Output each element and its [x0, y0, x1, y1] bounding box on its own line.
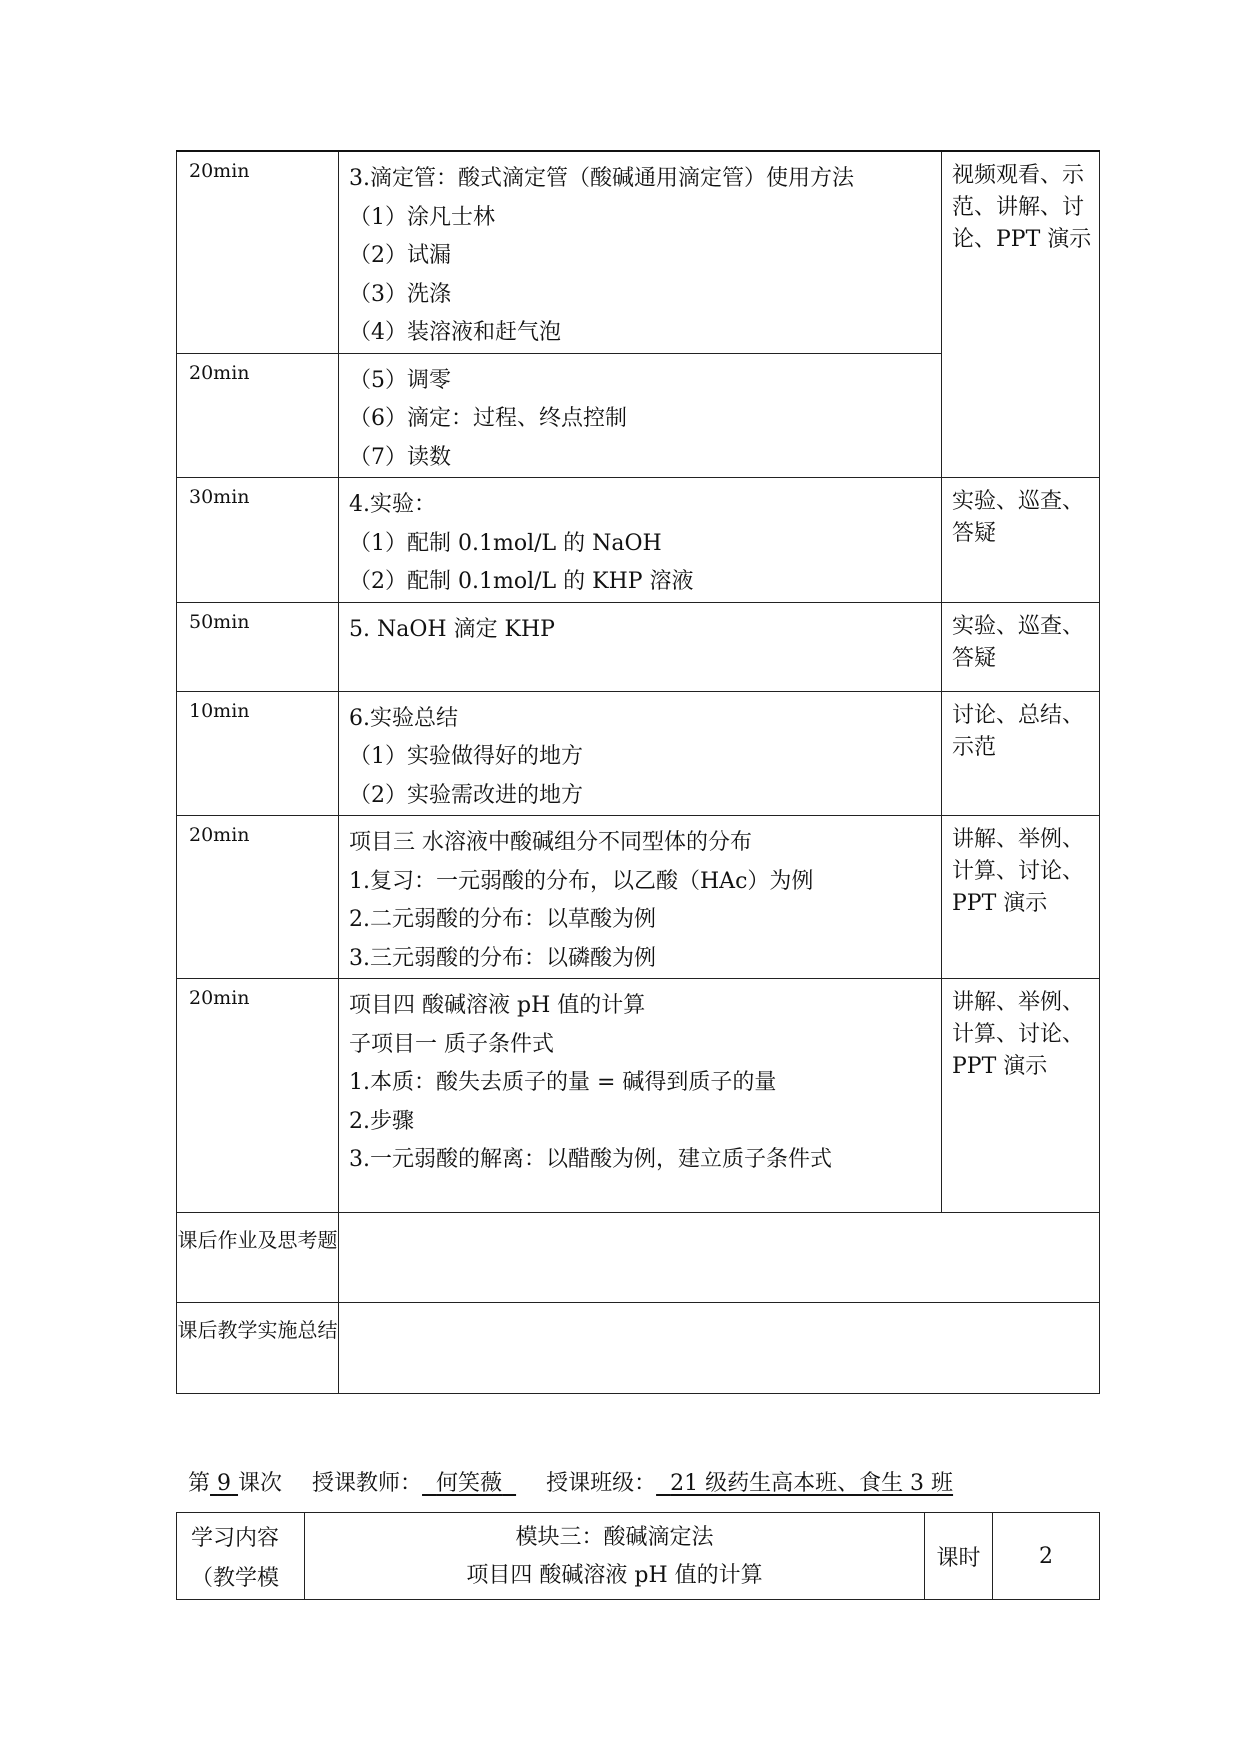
- content-line: 3.滴定管：酸式滴定管（酸碱通用滴定管）使用方法: [349, 166, 854, 191]
- content-line: 2.二元弱酸的分布：以草酸为例: [349, 907, 656, 932]
- method-cell: 视频观看、示范、讲解、讨论、PPT 演示: [942, 151, 1100, 478]
- content-line: 2.步骤: [349, 1108, 414, 1134]
- content-line: 4.实验：: [349, 492, 436, 517]
- method-cell: 实验、巡查、答疑: [942, 478, 1100, 603]
- content-line: （6）滴定：过程、终点控制: [349, 406, 627, 431]
- table-row: [177, 478, 1100, 603]
- lesson-prefix: 第: [188, 1471, 211, 1496]
- lesson-number: 9: [217, 1471, 232, 1496]
- time-cell: 20min: [177, 816, 339, 979]
- content-line: 3.一元弱酸的解离：以醋酸为例，建立质子条件式: [349, 1147, 832, 1172]
- content-cell: [339, 353, 942, 478]
- content-cell: [339, 979, 942, 1213]
- time-cell: 50min: [177, 602, 339, 691]
- time-cell: 30min: [177, 478, 339, 603]
- teacher-label: 授课教师：: [312, 1471, 423, 1496]
- time-cell: 20min: [177, 151, 339, 353]
- summary-value: [339, 1303, 1100, 1394]
- homework-label: 课后作业及思考题: [177, 1213, 339, 1303]
- summary-label: 课后教学实施总结: [177, 1303, 339, 1394]
- table-row: [177, 1513, 1100, 1600]
- content-line: 项目三 水溶液中酸碱组分不同型体的分布: [349, 830, 752, 855]
- content-line: （2）实验需改进的地方: [349, 782, 583, 808]
- table-row: [177, 602, 1100, 691]
- module-title: 模块三：酸碱滴定法: [515, 1525, 714, 1550]
- content-line: （1）实验做得好的地方: [349, 744, 583, 769]
- method-cell: 讲解、举例、计算、讨论、PPT 演示: [942, 816, 1100, 979]
- method-cell: 讨论、总结、示范: [942, 691, 1100, 816]
- project-title: 项目四 酸碱溶液 pH 值的计算: [466, 1563, 763, 1588]
- content-line: 项目四 酸碱溶液 pH 值的计算: [349, 993, 646, 1018]
- time-cell: 10min: [177, 691, 339, 816]
- hours-label: 课时: [925, 1513, 993, 1600]
- content-line: （1）配制 0.1mol/L 的 NaOH: [349, 530, 662, 556]
- content-line: （3）洗涤: [349, 281, 451, 307]
- content-line: 5. NaOH 滴定 KHP: [349, 616, 555, 642]
- teaching-plan-table: [176, 150, 1100, 1394]
- module-label: 学习内容（教学模: [177, 1513, 305, 1600]
- time-cell: 20min: [177, 979, 339, 1213]
- lesson-info-line: [188, 1466, 953, 1497]
- table-row: [177, 151, 1100, 353]
- time-cell: 20min: [177, 353, 339, 478]
- module-title-cell: [305, 1513, 925, 1600]
- content-line: （4）装溶液和赶气泡: [349, 320, 561, 345]
- teacher-name: 何笑薇: [436, 1471, 503, 1496]
- content-cell: [339, 151, 942, 353]
- content-line: 3.三元弱酸的分布：以磷酸为例: [349, 945, 656, 971]
- content-line: （7）读数: [349, 444, 451, 470]
- summary-row: [177, 1303, 1100, 1394]
- content-line: 1.本质：酸失去质子的量 = 碱得到质子的量: [349, 1070, 777, 1095]
- content-cell: [339, 478, 942, 603]
- content-line: 6.实验总结: [349, 705, 458, 731]
- homework-row: [177, 1213, 1100, 1303]
- class-label: 授课班级：: [546, 1471, 657, 1496]
- content-line: （5）调零: [349, 367, 451, 393]
- table-row: [177, 816, 1100, 979]
- method-cell: 实验、巡查、答疑: [942, 602, 1100, 691]
- content-line: 1.复习：一元弱酸的分布，以乙酸（HAc）为例: [349, 868, 814, 894]
- lesson-suffix: 课次: [238, 1471, 283, 1496]
- content-line: 子项目一 质子条件式: [349, 1031, 554, 1057]
- class-name: 21 级药生高本班、食生 3 班: [670, 1471, 954, 1496]
- table-row: [177, 691, 1100, 816]
- content-line: （2）配制 0.1mol/L 的 KHP 溶液: [349, 569, 694, 594]
- content-cell: [339, 816, 942, 979]
- content-line: （2）试漏: [349, 243, 451, 268]
- method-cell: 讲解、举例、计算、讨论、PPT 演示: [942, 979, 1100, 1213]
- module-table: [176, 1512, 1100, 1600]
- content-cell: [339, 691, 942, 816]
- homework-value: [339, 1213, 1100, 1303]
- content-line: （1）涂凡士林: [349, 204, 495, 230]
- table-row: [177, 979, 1100, 1213]
- hours-value: 2: [993, 1513, 1100, 1600]
- content-cell: [339, 602, 942, 691]
